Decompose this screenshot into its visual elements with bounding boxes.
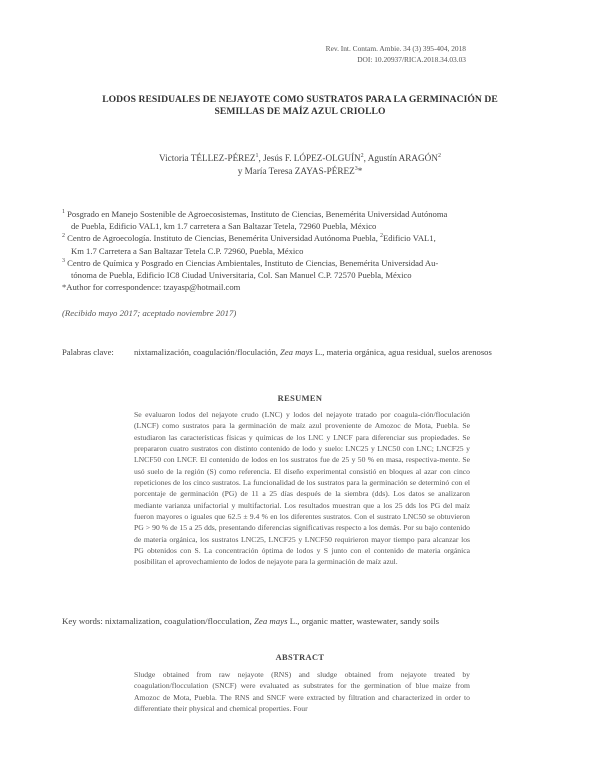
article-title <box>40 94 560 117</box>
affiliation-2-line-2: Km 1.7 Carretera a San Baltazar Tetela C.P. 72960, Puebla, México <box>71 245 304 256</box>
affiliation-1 <box>62 208 550 232</box>
affiliation-3-line-1: Centro de Química y Posgrado en Ciencias Ambientales, Instituto de Ciencias, Benemérita Universidad Au- <box>67 257 439 268</box>
author-line-2 <box>60 165 540 178</box>
affiliation-1-line-2: de Puebla, Edificio VAL1, km 1.7 carretera a San Baltazar Tetela, 72960 Puebla, México <box>71 221 377 232</box>
affiliation-1-number: 1 <box>62 209 65 216</box>
affiliation-2 <box>62 232 550 256</box>
affiliation-1-line-1: Posgrado en Manejo Sostenible de Agroecosistemas, Instituto de Ciencias, Benemérita Universidad Autónoma <box>67 209 448 219</box>
author-1-affiliation: 1 <box>255 152 259 159</box>
keywords-english-part-2: L., organic matter, wastewater, sandy soils <box>287 616 440 626</box>
keywords-english-part-1: nixtamalization, coagulation/flocculation, <box>102 616 255 626</box>
author-3: Agustín ARAGÓN <box>367 153 438 163</box>
keywords-spanish-part-2: L., materia orgánica, agua residual, suelos arenosos <box>312 347 492 357</box>
keywords-spanish-label: Palabras clave: <box>62 347 114 357</box>
resumen-heading: RESUMEN <box>277 394 323 403</box>
keywords-spanish <box>62 346 552 358</box>
affiliations <box>62 208 550 293</box>
keywords-spanish-text <box>134 346 552 358</box>
author-1: Victoria TÉLLEZ-PÉREZ <box>159 153 256 163</box>
author-4-affiliation: 3 <box>354 165 358 172</box>
keywords-english-label: Key words: <box>62 616 103 626</box>
corresponding-author-mark: * <box>357 165 363 176</box>
keywords-english <box>62 616 562 626</box>
keywords-spanish-species: Zea mays <box>280 347 313 357</box>
affiliation-3-line-2: tónoma de Puebla, Edificio IC8 Ciudad Universitaria, Col. San Manuel C.P. 72570 Puebla, México <box>71 270 412 281</box>
affiliation-2-text: Centro de Agroecología. Instituto de Ciencias, Benemérita Universidad Autónoma Puebla, <box>67 233 381 244</box>
doi: DOI: 10.20937/RICA.2018.34.03.03 <box>357 54 466 64</box>
title-line-1: LODOS RESIDUALES DE NEJAYOTE COMO SUSTRATOS PARA LA GERMINACIÓN DE <box>102 94 498 105</box>
keywords-spanish-part-1: nixtamalización, coagulación/floculación, <box>134 347 281 357</box>
keywords-english-species: Zea mays <box>254 616 288 626</box>
affiliation-2-building: Edificio VAL1, <box>383 233 436 244</box>
author-2-affiliation: 2 <box>360 152 364 159</box>
author-list <box>60 152 540 177</box>
resumen-body: Se evaluaron lodos del nejayote crudo (LNC) y lodos del nejayote tratado por coagula-ción/floculación (LNCF) como sustratos para la germinación de maíz azul proveniente de Amozoc de Mota, Puebla. Se estudiaron las características físicas y químicas de los LNC y LNCF para diferenciar sus propiedades. Se prepararon cuatro sustratos con distinto contenido de lodo y suelo: LNC25 y LNC50 con LNC; LNCF25 y LNCF50 con LNCF. El contenido de lodos en los sustratos fue de 25 y 50 % en masa, respectiva-mente. Se usó suelo de la región (S) como referencia. El diseño experimental consistió en bloques al azar con cinco repeticiones de los cinco sustratos. La funcionalidad de los sustratos para la germinación se determinó con el porcentaje de germinación (PG) de 11 a 25 días después de la siembra (dds). Los datos se analizaron mediante varianza unifactorial y multifactorial. Los resultados muestran que a los 25 dds los PG del maíz fueron mayores o iguales que 62.5 ± 9.4 % en los diferentes sustratos. Con el sustrato LNC50 se obtuvieron PG > 90 % de 15 a 25 dds, presentando diferencias significativas respecto a los demás. Por su bajo contenido de materia orgánica, los sustratos LNC25, LNCF25 y LNCF50 requirieron mayor tiempo para alcanzar los PG obtenidos con S. La concentración óptima de lodos y S junto con el contenido de materia orgánica posibilitan el aprovechamiento de lodos de nejayote para la germinación de maíz azul. <box>134 410 470 567</box>
author-3-affiliation: 2 <box>437 152 441 159</box>
affiliation-2-sup: 2 <box>380 233 384 240</box>
received-dates: (Recibido mayo 2017; aceptado noviembre 2017) <box>62 308 237 318</box>
journal-reference <box>326 44 466 65</box>
correspondence-email: *Author for correspondence: tzayasp@hotmail.com <box>62 282 241 293</box>
abstract-heading: ABSTRACT <box>275 653 325 662</box>
affiliation-2-number: 2 <box>62 233 65 240</box>
affiliation-3 <box>62 257 550 281</box>
affiliation-3-number: 3 <box>62 257 65 264</box>
author-2: Jesús F. LÓPEZ-OLGUÍN <box>263 153 361 163</box>
author-line-1: Victoria TÉLLEZ-PÉREZ$^1$, Jesús F. LÓPEZ-OLGUÍN$^2$, Agustín ARAGÓN$^2$ <box>159 152 441 163</box>
abstract-body: Sludge obtained from raw nejayote (RNS) and sludge obtained from nejayote treated by coagulation/flocculation (SNCF) were evaluated as substrates for the germination of blue maize from Amozoc de Mota, Puebla. The RNS and SNCF were extracted by filtration and characterized in order to differentiate their physical and chemical properties. Four <box>134 670 470 714</box>
title-line-2: SEMILLAS DE MAÍZ AZUL CRIOLLO <box>214 105 386 117</box>
journal-citation: Rev. Int. Contam. Ambie. 34 (3) 395-404, 2018 <box>325 44 466 53</box>
author-4: y María Teresa ZAYAS-PÉREZ <box>237 165 355 176</box>
